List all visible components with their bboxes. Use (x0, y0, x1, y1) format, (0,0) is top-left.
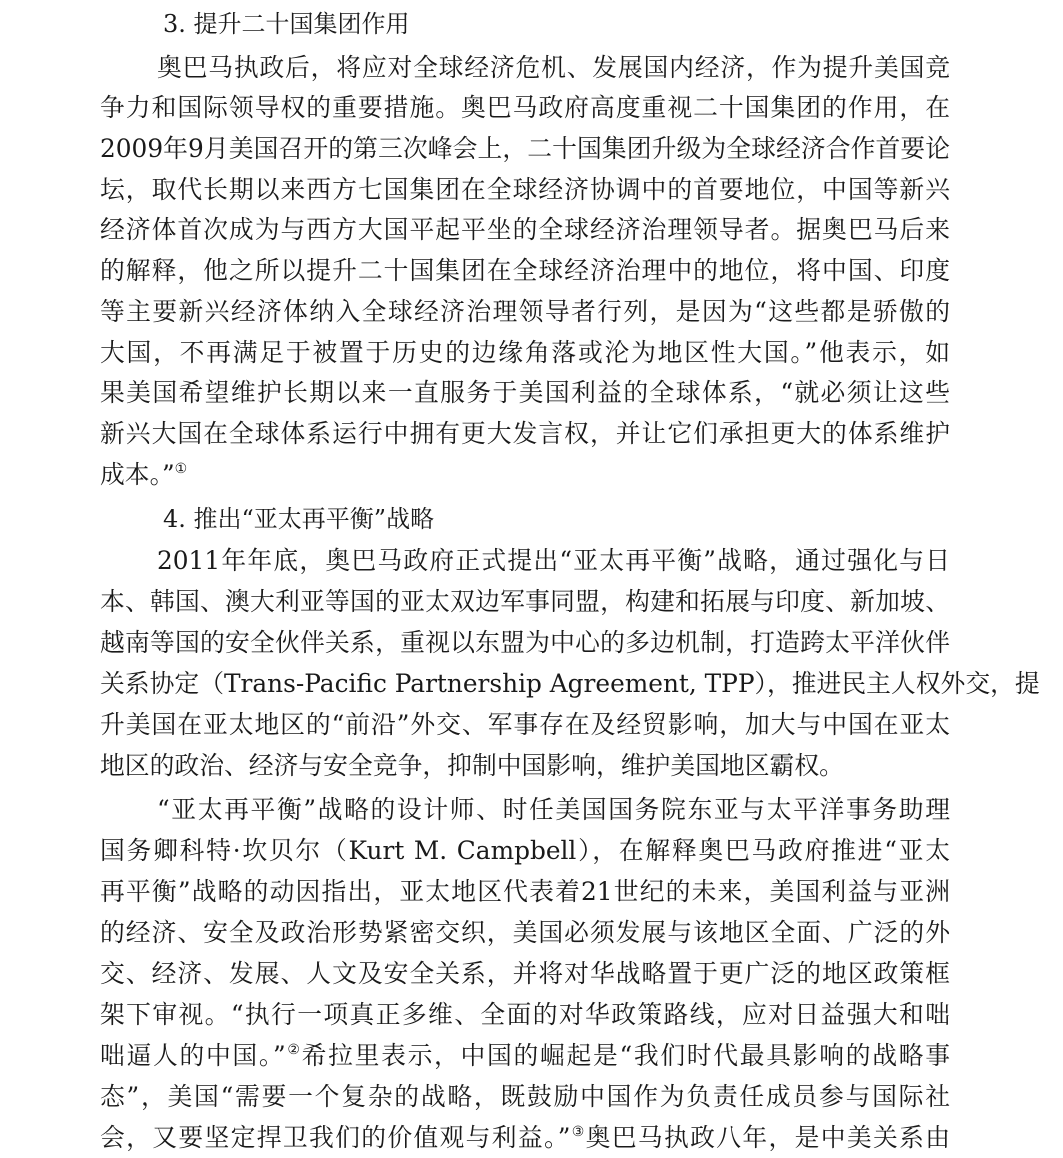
text-span: 会，又要坚定捍卫我们的价值观与利益。” (100, 1123, 571, 1152)
text-line: 奥巴马执政后，将应对全球经济危机、发展国内经济，作为提升美国竞 (157, 53, 950, 82)
text-span: 咄逼人的中国。” (100, 1041, 286, 1070)
footnote-marker-1[interactable]: ① (174, 461, 188, 477)
text-line: 国务卿科特·坎贝尔（Kurt M. Campbell），在解释奥巴马政府推进“亚太 (100, 836, 950, 865)
text-line: 大国，不再满足于被置于历史的边缘角落或沦为地区性大国。”他表示，如 (100, 338, 950, 367)
text-line-with-footnote (100, 1118, 950, 1158)
text-line: 升美国在亚太地区的“前沿”外交、军事存在及经贸影响，加大与中国在亚太 (100, 710, 950, 739)
text-line: 本、韩国、澳大利亚等国的亚太双边军事同盟，构建和拓展与印度、新加坡、 (100, 587, 950, 616)
text-line: 交、经济、发展、人文及安全关系，并将对华战略置于更广泛的地区政策框 (100, 959, 950, 988)
text-line: 2011年年底，奥巴马政府正式提出“亚太再平衡”战略，通过强化与日 (157, 546, 950, 575)
text-line-with-footnote (100, 1036, 950, 1076)
text-line: 的解释，他之所以提升二十国集团在全球经济治理中的地位，将中国、印度 (100, 256, 950, 285)
text-line: 坛，取代长期以来西方七国集团在全球经济协调中的首要地位，中国等新兴 (100, 175, 950, 204)
text-line: 的经济、安全及政治形势紧密交织，美国必须发展与该地区全面、广泛的外 (100, 918, 950, 947)
section-heading-g20: 3. 提升二十国集团作用 (163, 10, 410, 38)
text-line: 关系协定（Trans-Pacific Partnership Agreement, TPP），推进民主人权外交，提 (100, 669, 1040, 698)
text-line: 架下审视。“执行一项真正多维、全面的对华政策路线，应对日益强大和咄 (100, 1000, 950, 1029)
text-line: 等主要新兴经济体纳入全球经济治理领导者行列，是因为“这些都是骄傲的 (100, 297, 950, 326)
text-line-last: 地区的政治、经济与安全竞争，抑制中国影响，维护美国地区霸权。 (100, 751, 844, 780)
section-heading-rebalance: 4. 推出“亚太再平衡”战略 (163, 505, 435, 533)
text-line: “亚太再平衡”战略的设计师、时任美国国务院东亚与太平洋事务助理 (157, 795, 950, 824)
text-line: 2009年9月美国召开的第三次峰会上，二十国集团升级为全球经济合作首要论 (100, 134, 950, 163)
text-line: 新兴大国在全球体系运行中拥有更大发言权，并让它们承担更大的体系维护 (100, 419, 950, 448)
text-span: 成本。” (100, 460, 175, 489)
text-line: 争力和国际领导权的重要措施。奥巴马政府高度重视二十国集团的作用，在 (100, 93, 950, 122)
text-span: 奥巴马执政八年，是中美关系由 (585, 1123, 950, 1152)
text-line-last (100, 455, 950, 495)
text-line: 经济体首次成为与西方大国平起平坐的全球经济治理领导者。据奥巴马后来 (100, 215, 950, 244)
text-span: 希拉里表示，中国的崛起是“我们时代最具影响的战略事 (301, 1041, 950, 1070)
footnote-marker-2[interactable]: ② (285, 1042, 302, 1058)
footnote-marker-3[interactable]: ③ (570, 1124, 586, 1140)
text-line: 越南等国的安全伙伴关系，重视以东盟为中心的多边机制，打造跨太平洋伙伴 (100, 628, 950, 657)
text-line: 再平衡”战略的动因指出，亚太地区代表着21世纪的未来，美国利益与亚洲 (100, 877, 950, 906)
text-line: 态”，美国“需要一个复杂的战略，既鼓励中国作为负责任成员参与国际社 (100, 1082, 950, 1111)
text-line: 果美国希望维护长期以来一直服务于美国利益的全球体系，“就必须让这些 (100, 378, 950, 407)
